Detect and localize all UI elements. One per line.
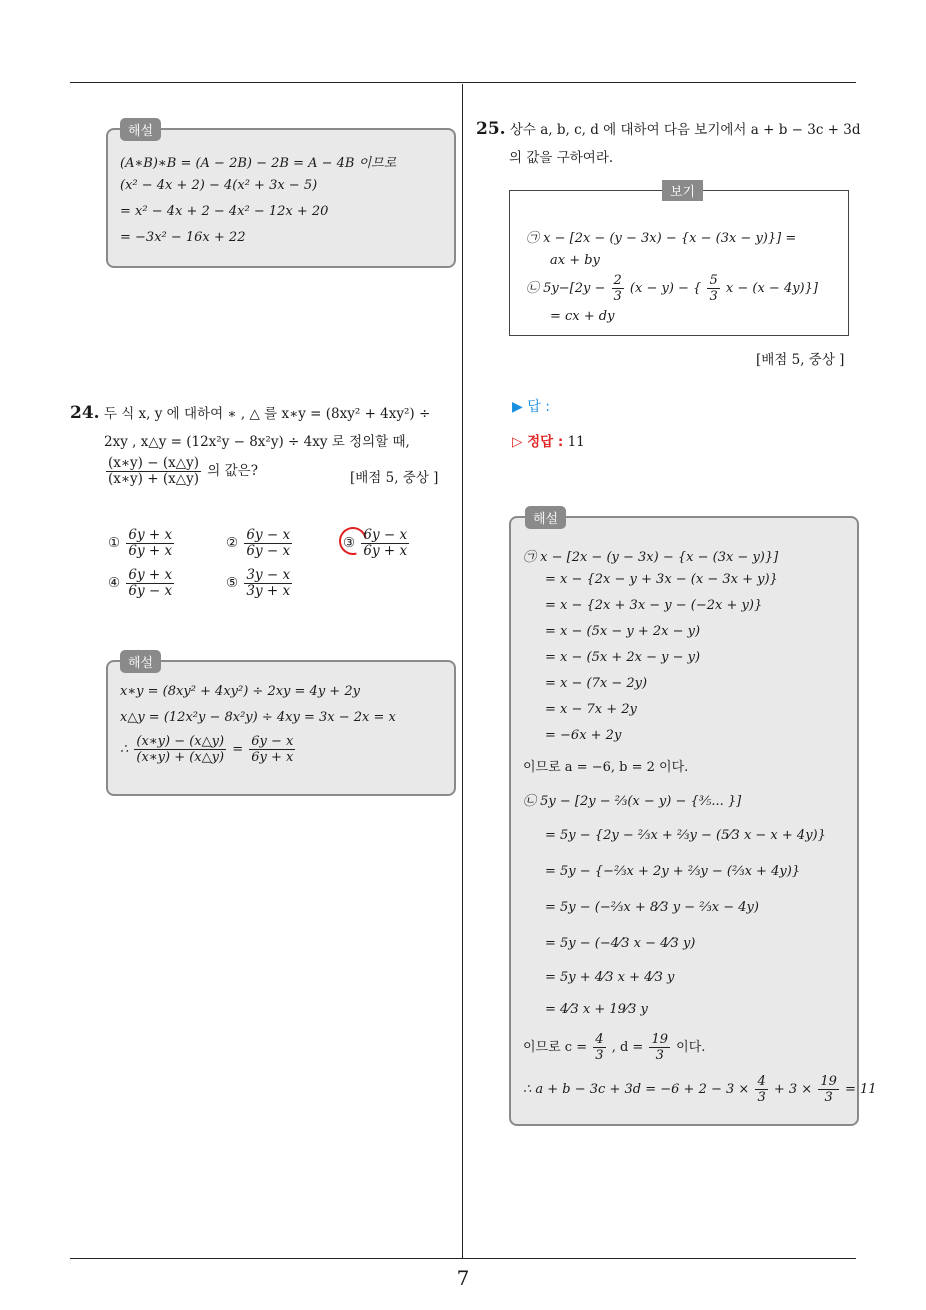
choice-3[interactable] [343,528,411,559]
sol25-a-line-2: = x − {2x − y + 3x − (x − 3x + y)} [545,572,778,587]
choice-denominator: 6y − x [246,543,291,559]
sol25-b-line-6: = 5y + 4⁄3 x + 4⁄3 y [545,970,675,985]
choice-fraction [361,528,409,559]
fraction-numerator: 2 [613,273,622,288]
result-suffix: 이다. [676,1040,706,1055]
choice-mark: ⑤ [226,575,239,591]
fraction-denominator: 3 [655,1048,664,1063]
bogi2-middle: (x − y) − { [629,281,702,296]
sol25-a-line-5: = x − (5x + 2x − y − y) [545,650,701,665]
fraction-denominator: 3 [613,289,622,304]
fraction-numerator: 4 [595,1032,604,1047]
sol25-b-line-2: = 5y − {2y − ⅔x + ⅔y − (5⁄3 x − x + 4y)} [545,828,826,843]
question-text: 두 식 x, y 에 대하여 ∗ , △ 를 x∗y = (8xy² + 4xy²) ÷ [103,406,431,422]
sol24-line-2: x△y = (12x²y − 8x²y) ÷ 4xy = 3x − 2x = x [120,710,396,725]
choice-denominator: 6y + x [363,543,408,559]
final-middle: + 3 × [773,1082,813,1097]
choice-fraction [244,568,292,599]
bogi-item-2-cont: = cx + dy [550,309,615,324]
sol25-a-line-8: = −6x + 2y [545,728,622,743]
choice-numerator: 6y − x [363,527,408,543]
fraction-numerator: 5 [709,273,718,288]
choice-fraction [244,528,292,559]
sol23-line-4: = −3x² − 16x + 22 [120,230,246,245]
bottom-rule [70,1258,856,1259]
page-number: 7 [456,1266,470,1290]
sol25-a-line-4: = x − (5x − y + 2x − y) [545,624,701,639]
final-fraction-2 [818,1074,839,1105]
fraction-numerator: 6y − x [251,734,294,749]
therefore-symbol: ∴ [120,742,129,757]
choice-mark: ③ [343,535,356,551]
fraction-denominator: (x∗y) + (x△y) [136,750,225,765]
column-divider [462,84,463,1258]
sol25-a-result: 이므로 a = −6, b = 2 이다. [523,760,689,775]
correct-answer-label: ▷ 정답 : [512,434,564,450]
top-rule [70,82,856,83]
bogi-item-2 [526,273,818,304]
sol23-line-3: = x² − 4x + 2 − 4x² − 12x + 20 [120,204,329,219]
final-fraction-1 [755,1074,767,1105]
correct-answer-value: 11 [567,434,585,450]
solution-23-box [106,124,456,268]
result-d-fraction [649,1032,670,1063]
question-number: 24. [70,403,100,423]
answer-label: ▶ 답 : [512,399,550,415]
bogi-item-1-cont: ax + by [550,253,600,268]
sol25-a-line-1: ㉠ x − [2x − (y − 3x) − {x − (3x − y)}] [523,550,779,565]
solution-24-box [106,656,456,796]
result-middle: , d = [611,1040,644,1055]
fraction-denominator: 3 [709,289,718,304]
solution-tag: 해설 [120,118,161,141]
fraction-numerator: 4 [757,1074,766,1089]
choice-numerator: 6y + x [128,567,173,583]
choice-1[interactable] [108,528,176,559]
choice-mark: ① [108,535,121,551]
question-24-line-2: 2xy , x△y = (12x²y − 8x²y) ÷ 4xy 로 정의할 때, [104,434,410,450]
sol24-line-3 [120,734,297,765]
bogi-box [509,185,849,336]
choice-5[interactable] [226,568,294,599]
sol25-b-line-4: = 5y − (−⅔x + 8⁄3 y − ⅔x − 4y) [545,900,759,915]
correct-answer-row [512,430,585,450]
bogi2-prefix: ㉡ 5y−[2y − [526,281,606,296]
question-fraction [106,456,201,487]
question-25-line-2: 의 값을 구하여라. [509,150,614,166]
result-prefix: 이므로 c = [523,1040,588,1055]
fraction-denominator: 3 [595,1048,604,1063]
sol25-b-result [523,1032,705,1063]
choice-denominator: 6y − x [128,583,173,599]
sol24-line-1: x∗y = (8xy² + 4xy²) ÷ 2xy = 4y + 2y [120,684,360,699]
choice-2[interactable] [226,528,294,559]
sol24-fraction-2 [249,734,295,765]
choice-numerator: 3y − x [246,567,291,583]
question-24-line-1 [70,402,430,423]
sol25-b-line-7: = 4⁄3 x + 19⁄3 y [545,1002,648,1017]
equals-sign: = [232,742,244,757]
sol25-b-line-1: ㉡ 5y − [2y − ⅔(x − y) − {⅗... }] [523,794,742,809]
question-24-line-3 [104,456,258,487]
sol25-b-line-5: = 5y − (−4⁄3 x − 4⁄3 y) [545,936,696,951]
sol23-line-2: (x² − 4x + 2) − 4(x² + 3x − 5) [120,178,318,193]
question-24-score: [배점 5, 중상 ] [350,470,439,486]
final-suffix: = 11 [845,1082,877,1097]
choice-numerator: 6y − x [246,527,291,543]
question-text: 상수 a, b, c, d 에 대하여 다음 보기에서 a + b − 3c + 3d [509,122,861,138]
fraction-denominator: (x∗y) + (x△y) [108,471,199,487]
frac-five-thirds [707,273,719,304]
choice-mark: ④ [108,575,121,591]
question-25-line-1 [476,118,861,139]
fraction-denominator: 6y + x [251,750,294,765]
fraction-denominator: 3 [757,1090,766,1105]
sol25-final [523,1074,877,1105]
fraction-numerator: (x∗y) − (x△y) [108,455,199,471]
final-prefix: ∴ a + b − 3c + 3d = −6 + 2 − 3 × [523,1082,750,1097]
fraction-numerator: 19 [820,1074,837,1089]
fraction-denominator: 3 [824,1090,833,1105]
sol25-b-line-3: = 5y − {−⅔x + 2y + ⅔y − (⅔x + 4y)} [545,864,801,879]
question-suffix: 의 값은? [207,463,258,479]
choice-numerator: 6y + x [128,527,173,543]
choice-denominator: 6y + x [128,543,173,559]
fraction-numerator: (x∗y) − (x△y) [136,734,225,749]
question-25-score: [배점 5, 중상 ] [756,352,845,368]
solution-tag: 해설 [120,650,161,673]
bogi-tag: 보기 [662,180,703,201]
sol23-line-1: (A∗B)∗B = (A − 2B) − 2B = A − 4B 이므로 [120,156,397,171]
result-c-fraction [593,1032,605,1063]
sol25-a-line-6: = x − (7x − 2y) [545,676,648,691]
sol24-fraction-1 [134,734,226,765]
solution-tag: 해설 [525,506,566,529]
bogi-item-1: ㉠ x − [2x − (y − 3x) − {x − (3x − y)}] = [526,231,797,246]
fraction-numerator: 19 [651,1032,668,1047]
choice-fraction [126,568,174,599]
choice-4[interactable] [108,568,176,599]
solution-25-box [509,512,877,1126]
sol25-a-line-7: = x − 7x + 2y [545,702,637,717]
question-number: 25. [476,119,506,139]
choice-mark: ② [226,535,239,551]
frac-two-thirds [612,273,624,304]
choice-fraction [126,528,174,559]
sol25-a-line-3: = x − {2x + 3x − y − (−2x + y)} [545,598,763,613]
bogi2-suffix: x − (x − 4y)}] [725,281,818,296]
choice-denominator: 3y + x [246,583,291,599]
